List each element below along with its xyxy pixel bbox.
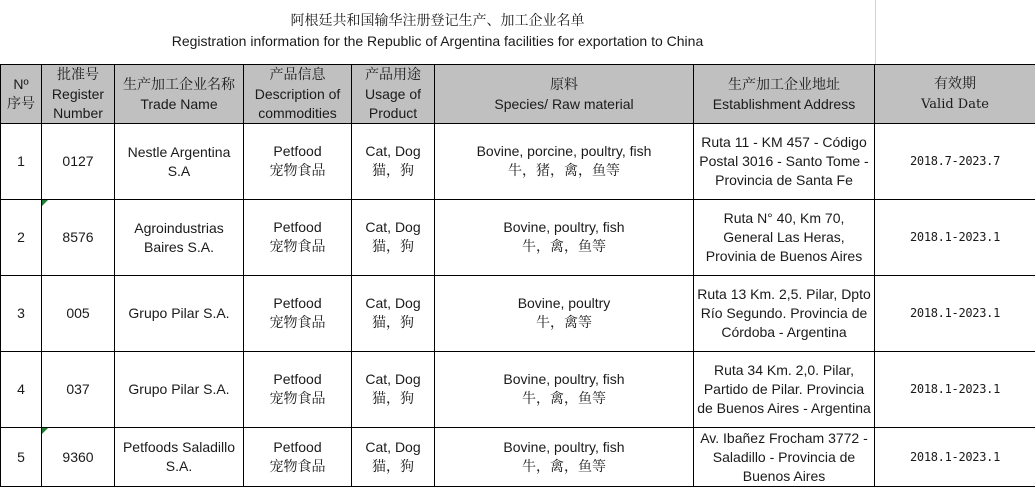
header-species-en: Species/ Raw material (494, 96, 633, 112)
desc-cn: 宠物食品 (270, 391, 326, 407)
header-no-label: Nº (13, 76, 28, 92)
header-valid-cn: 有效期 (934, 76, 976, 92)
cell-description[interactable] (244, 124, 352, 200)
cell-valid-date[interactable]: 2018.1-2023.1 (875, 428, 1035, 487)
desc-cn: 宠物食品 (270, 459, 326, 475)
table-header-row (1, 65, 1035, 124)
facility-table (0, 64, 1035, 487)
cell-usage[interactable] (352, 428, 435, 487)
cell-usage[interactable] (352, 200, 435, 276)
cell-description[interactable] (244, 276, 352, 352)
comment-marker-icon (42, 200, 48, 206)
species-en: Bovine, poultry, fish (503, 439, 624, 455)
header-register-en: Register Number (52, 86, 104, 121)
table-row (1, 200, 1035, 276)
desc-cn: 宠物食品 (270, 315, 326, 331)
usage-en: Cat, Dog (365, 219, 420, 235)
cell-species[interactable] (435, 428, 694, 487)
usage-en: Cat, Dog (365, 439, 420, 455)
cell-register[interactable] (42, 428, 115, 487)
species-en: Bovine, porcine, poultry, fish (477, 143, 652, 159)
cell-no[interactable]: 5 (1, 428, 42, 487)
cell-register[interactable] (42, 200, 115, 276)
cell-trade-name[interactable]: Grupo Pilar S.A. (115, 352, 244, 428)
header-trade-cn: 生产加工企业名称 (123, 77, 235, 93)
usage-cn: 猫，狗 (372, 239, 414, 255)
header-usage-en: Usage of Product (365, 86, 421, 121)
table-row (1, 276, 1035, 352)
header-valid-en: Valid Date (921, 97, 989, 112)
cell-description[interactable] (244, 200, 352, 276)
species-cn: 牛，禽，鱼等 (522, 391, 606, 407)
cell-address[interactable]: Ruta 34 Km. 2,0. Pilar, Partido de Pilar. Provincia de Buenos Aires - Argentina (694, 352, 875, 428)
cell-no[interactable]: 3 (1, 276, 42, 352)
cell-trade-name[interactable]: Petfoods Saladillo S.A. (115, 428, 244, 487)
usage-en: Cat, Dog (365, 371, 420, 387)
desc-en: Petfood (273, 143, 321, 159)
header-species-cn: 原料 (550, 77, 578, 93)
cell-trade-name[interactable]: Grupo Pilar S.A. (115, 276, 244, 352)
cell-description[interactable] (244, 428, 352, 487)
usage-cn: 猫，狗 (372, 315, 414, 331)
usage-cn: 猫，狗 (372, 163, 414, 179)
cell-usage[interactable] (352, 352, 435, 428)
header-usage[interactable] (352, 65, 435, 124)
title-chinese: 阿根廷共和国输华注册登记生产、加工企业名单 (0, 10, 875, 30)
cell-species[interactable] (435, 124, 694, 200)
header-usage-cn: 产品用途 (365, 67, 421, 83)
header-species[interactable] (435, 65, 694, 124)
cell-register[interactable]: 0127 (42, 124, 115, 200)
desc-en: Petfood (273, 219, 321, 235)
cell-no[interactable]: 1 (1, 124, 42, 200)
header-trade-en: Trade Name (140, 96, 217, 112)
table-row (1, 352, 1035, 428)
usage-en: Cat, Dog (365, 295, 420, 311)
cell-description[interactable] (244, 352, 352, 428)
cell-valid-date[interactable]: 2018.7-2023.7 (875, 124, 1035, 200)
cell-address[interactable]: Ruta N° 40, Km 70, General Las Heras, Provinia de Buenos Aires (694, 200, 875, 276)
table-row (1, 124, 1035, 200)
species-cn: 牛，猪，禽，鱼等 (508, 163, 620, 179)
cell-trade-name[interactable]: Agroindustrias Baires S.A. (115, 200, 244, 276)
cell-valid-date[interactable]: 2018.1-2023.1 (875, 200, 1035, 276)
cell-address[interactable]: Ruta 13 Km. 2,5. Pilar, Dpto Río Segundo. Provincia de Córdoba - Argentina (694, 276, 875, 352)
species-cn: 牛，禽等 (536, 315, 592, 331)
species-en: Bovine, poultry, fish (503, 371, 624, 387)
cell-trade-name[interactable]: Nestle Argentina S.A (115, 124, 244, 200)
header-desc-cn: 产品信息 (270, 67, 326, 83)
desc-en: Petfood (273, 295, 321, 311)
species-cn: 牛，禽，鱼等 (522, 239, 606, 255)
header-address-en: Establishment Address (713, 96, 855, 112)
header-register[interactable] (42, 65, 115, 124)
cell-no[interactable]: 4 (1, 352, 42, 428)
cell-register[interactable]: 037 (42, 352, 115, 428)
header-address-cn: 生产加工企业地址 (728, 77, 840, 93)
table-row (1, 428, 1035, 487)
cell-usage[interactable] (352, 124, 435, 200)
usage-cn: 猫，狗 (372, 459, 414, 475)
species-en: Bovine, poultry (518, 295, 611, 311)
header-trade-name[interactable] (115, 65, 244, 124)
header-address[interactable] (694, 65, 875, 124)
cell-no[interactable]: 2 (1, 200, 42, 276)
header-valid-date[interactable] (875, 65, 1035, 124)
header-register-cn: 批准号 (57, 67, 99, 83)
desc-cn: 宠物食品 (270, 239, 326, 255)
grid-line (875, 0, 876, 64)
cell-species[interactable] (435, 352, 694, 428)
register-value: 9360 (62, 449, 93, 465)
cell-register[interactable]: 005 (42, 276, 115, 352)
species-en: Bovine, poultry, fish (503, 219, 624, 235)
title-english: Registration information for the Republic of Argentina facilities for exportation to China (0, 33, 875, 49)
desc-cn: 宠物食品 (270, 163, 326, 179)
usage-cn: 猫，狗 (372, 391, 414, 407)
cell-valid-date[interactable]: 2018.1-2023.1 (875, 352, 1035, 428)
usage-en: Cat, Dog (365, 143, 420, 159)
species-cn: 牛，禽，鱼等 (522, 459, 606, 475)
header-no[interactable] (1, 65, 42, 124)
comment-marker-icon (42, 428, 48, 434)
register-value: 8576 (62, 229, 93, 245)
cell-address[interactable]: Ruta 11 - KM 457 - Código Postal 3016 - Santo Tome - Provincia de Santa Fe (694, 124, 875, 200)
cell-species[interactable] (435, 276, 694, 352)
cell-address[interactable]: Av. Ibañez Frocham 3772 - Saladillo - Provincia de Buenos Aires (694, 428, 875, 487)
cell-species[interactable] (435, 200, 694, 276)
header-description[interactable] (244, 65, 352, 124)
cell-valid-date[interactable]: 2018.1-2023.1 (875, 276, 1035, 352)
cell-usage[interactable] (352, 276, 435, 352)
header-desc-en: Description of commodities (255, 86, 341, 121)
header-no-sub: 序号 (7, 96, 35, 112)
desc-en: Petfood (273, 439, 321, 455)
desc-en: Petfood (273, 371, 321, 387)
